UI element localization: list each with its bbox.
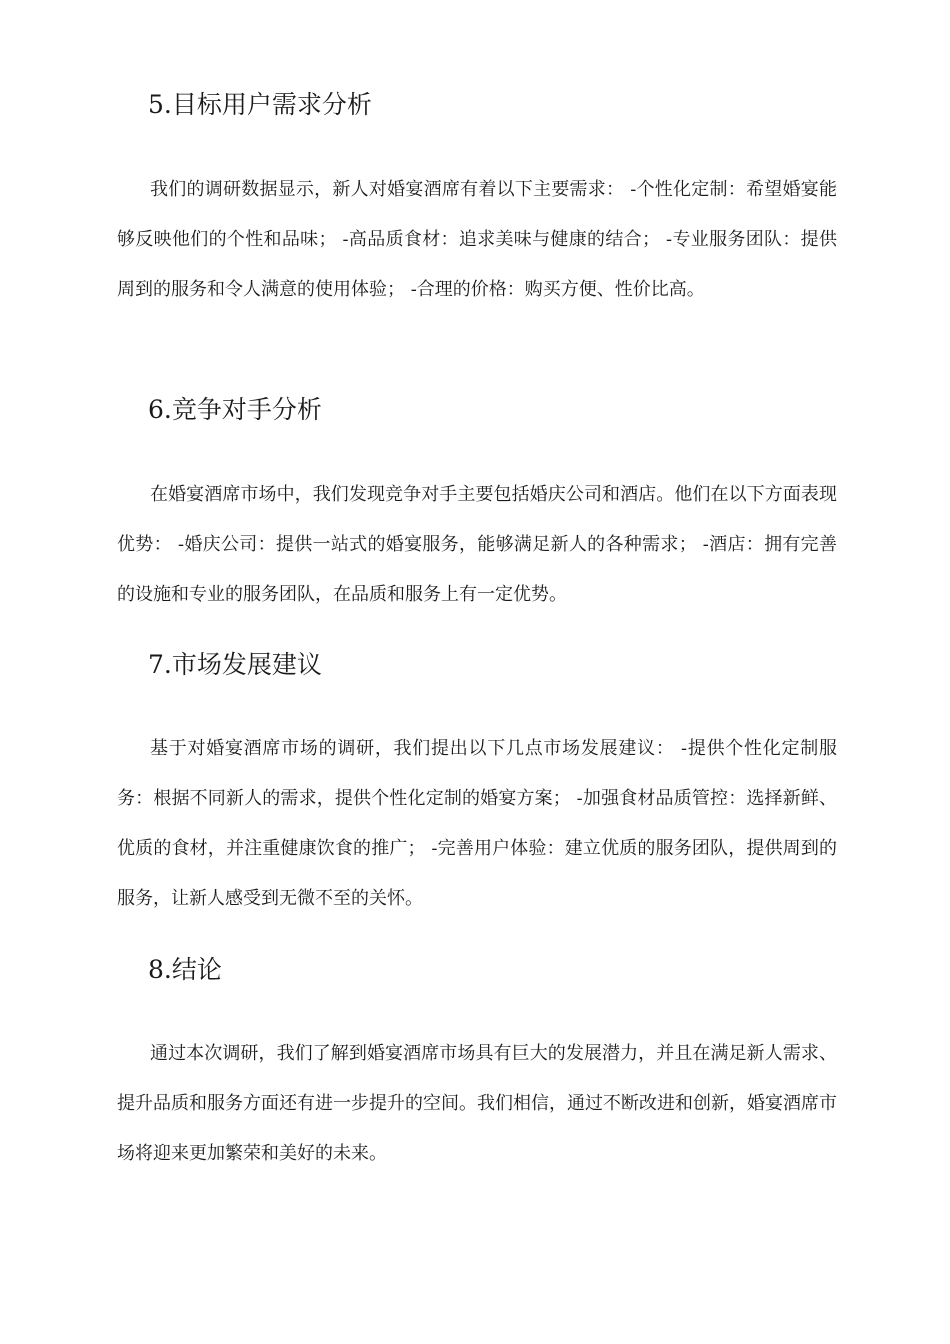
section-heading-conclusion: 8.结论: [148, 955, 222, 984]
section-body-market-suggestions: 基于对婚宴酒席市场的调研，我们提出以下几点市场发展建议： -提供个性化定制服务：根据不同新人的需求，提供个性化定制的婚宴方案； -加强食材品质管控：选择新鲜、优质的食材，并注重健康饮食的推广； -完善用户体验：建立优质的服务团队，提供周到的服务，让新人感受到无微不至的关怀。: [117, 738, 837, 909]
section-body-conclusion: 通过本次调研，我们了解到婚宴酒席市场具有巨大的发展潜力，并且在满足新人需求、提升品质和服务方面还有进一步提升的空间。我们相信，通过不断改进和创新，婚宴酒席市场将迎来更加繁荣和美好的未来。: [117, 1043, 837, 1164]
section-heading-competitor-analysis: 6.竞争对手分析: [148, 395, 322, 424]
section-heading-market-suggestions: 7.市场发展建议: [148, 650, 322, 679]
section-body-target-user-needs: 我们的调研数据显示，新人对婚宴酒席有着以下主要需求： -个性化定制：希望婚宴能够反映他们的个性和品味； -高品质食材：追求美味与健康的结合； -专业服务团队：提供周到的服务和令人满意的使用体验； -合理的价格：购买方便、性价比高。: [117, 179, 837, 300]
section-body-competitor-analysis: 在婚宴酒席市场中，我们发现竞争对手主要包括婚庆公司和酒店。他们在以下方面表现优势： -婚庆公司：提供一站式的婚宴服务，能够满足新人的各种需求； -酒店：拥有完善的设施和专业的服务团队，在品质和服务上有一定优势。: [117, 484, 837, 605]
section-heading-target-user-needs: 5.目标用户需求分析: [148, 90, 372, 119]
